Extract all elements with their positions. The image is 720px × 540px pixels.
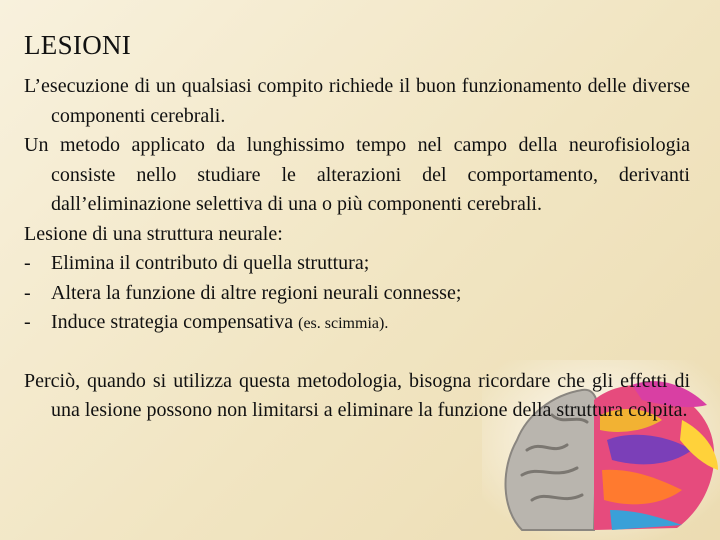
paragraph-intro: L’esecuzione di un qualsiasi compito richiede il buon funzionamento delle diverse componenti cerebrali. [24, 75, 690, 127]
paragraph-conclusion: Perciò, quando si utilizza questa metodologia, bisogna ricordare che gli effetti di una lesione possono non limitarsi a eliminare la funzione della struttura colpita. [24, 369, 690, 421]
paragraph-lesion-heading: Lesione di una struttura neurale: [24, 222, 283, 245]
bullet-dash: - [24, 252, 31, 274]
slide-title: LESIONI [24, 30, 132, 60]
paragraph-method: Un metodo applicato da lunghissimo tempo nel campo della neurofisiologia consiste nello studiare le alterazioni del comportamento, derivanti dall’eliminazione selettiva di una o più componenti cerebrali. [24, 134, 690, 215]
bullet-note: (es. scimmia). [298, 315, 389, 332]
bullet-item [24, 249, 690, 279]
bullet-text: Elimina il contributo di quella struttura; [51, 252, 370, 274]
bullet-dash: - [24, 281, 31, 304]
bullet-text: Altera la funzione di altre regioni neurali connesse; [51, 281, 462, 304]
bullet-text: Induce strategia compensativa [51, 311, 299, 333]
bullet-dash: - [24, 311, 31, 333]
bullet-item [24, 279, 690, 309]
slide-body [24, 72, 690, 426]
bullet-item [24, 308, 690, 339]
